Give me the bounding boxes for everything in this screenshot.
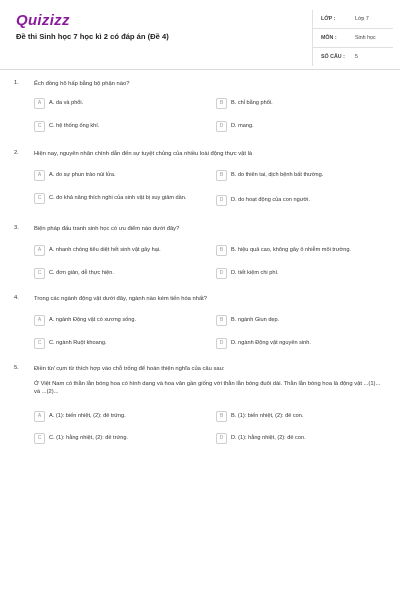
header-divider [0,69,400,70]
option-a[interactable] [34,245,199,256]
option-text: B. (1): biến nhiệt, (2): đẻ con. [231,413,304,419]
question-number: 3. [14,225,19,231]
option-text: C. hệ thống ống khí. [49,123,100,129]
option-letter-badge: D [216,433,227,444]
question-text: Điền từ/ cụm từ thích hợp vào chỗ trống để hoàn thiện nghĩa của câu sau: [34,366,225,372]
option-letter-badge: C [34,433,45,444]
option-letter-badge: C [34,338,45,349]
option-text: A. nhanh chóng tiêu diệt hết sinh vật gây hại. [49,247,161,253]
option-text: D. do hoạt động của con người. [231,197,310,203]
question-number: 5. [14,365,19,371]
meta-label: MÔN : [321,35,337,41]
meta-label: SỐ CÂU : [321,54,345,60]
option-text: B. ngành Giun dẹp. [231,317,280,323]
meta-row-grade [313,10,393,29]
option-a[interactable] [34,411,199,422]
option-text: B. do thiên tai, dịch bệnh bất thường. [231,172,324,178]
meta-value: 5 [355,54,358,60]
option-letter-badge: B [216,98,227,109]
option-a[interactable] [34,315,199,326]
option-c[interactable] [34,433,199,444]
option-d[interactable] [216,338,381,349]
option-c[interactable] [34,338,199,349]
option-letter-badge: A [34,98,45,109]
option-b[interactable] [216,170,381,181]
option-text: A. ngành Động vật có xương sống. [49,317,137,323]
option-letter-badge: A [34,245,45,256]
option-letter-badge: B [216,315,227,326]
option-d[interactable] [216,195,381,206]
option-letter-badge: C [34,193,45,204]
option-letter-badge: D [216,195,227,206]
question-text: Trong các ngành động vật dưới đây, ngành nào kém tiến hóa nhất? [34,296,208,302]
option-a[interactable] [34,98,199,109]
option-c[interactable] [34,268,199,279]
option-text: D. (1): hằng nhiệt, (2): đẻ con. [231,435,306,441]
option-letter-badge: C [34,268,45,279]
question-text: Hiện nay, nguyên nhân chính dẫn đến sự tuyệt chủng của nhiều loài động thực vật là [34,151,253,157]
meta-value: Sinh học [355,35,376,41]
question-number: 4. [14,295,19,301]
option-text: A. da và phổi. [49,100,84,106]
worksheet-header [0,0,400,70]
option-b[interactable] [216,315,381,326]
question-passage: Ở Việt Nam có thằn lằn bóng hoa có hình dạng và hoa văn gần giống với thằn lằn bóng đuôi dài. Thằn lằn bóng hoa là động vật ...(1)... và ...(2)... [34,381,381,395]
option-letter-badge: D [216,338,227,349]
option-d[interactable] [216,433,381,444]
option-text: D. tiết kiệm chi phí. [231,270,279,276]
option-letter-badge: B [216,170,227,181]
option-text: C. ngành Ruột khoang. [49,340,107,346]
option-text: D. ngành Động vật nguyên sinh. [231,340,311,346]
quizizz-logo: Quizizz [16,12,70,29]
meta-row-subject [313,29,393,48]
option-c[interactable] [34,121,199,132]
option-letter-badge: D [216,121,227,132]
option-text: A. do sự phun trào núi lửa. [49,172,116,178]
question-number: 1. [14,80,19,86]
option-b[interactable] [216,411,381,422]
option-text: D. mang. [231,123,254,129]
option-b[interactable] [216,245,396,256]
question-text: Ếch đồng hô hấp bằng bộ phận nào? [34,81,130,87]
option-a[interactable] [34,170,199,181]
option-letter-badge: A [34,170,45,181]
option-b[interactable] [216,98,381,109]
meta-value: Lớp 7 [355,16,369,22]
meta-label: LỚP : [321,16,336,22]
option-text: A. (1): biến nhiệt, (2): đẻ trứng. [49,413,126,419]
meta-table [312,10,393,66]
option-d[interactable] [216,268,381,279]
page-title: Đề thi Sinh học 7 học kì 2 có đáp án (Đề 4) [16,32,169,41]
meta-row-count [313,48,393,66]
question-text: Biện pháp đấu tranh sinh học có ưu điểm nào dưới đây? [34,226,180,232]
question-number: 2. [14,150,19,156]
option-text: C. (1): hằng nhiệt, (2): đẻ trứng. [49,435,128,441]
option-letter-badge: C [34,121,45,132]
option-d[interactable] [216,121,381,132]
option-text: C. đơn giản, dễ thực hiện. [49,270,114,276]
option-c[interactable] [34,193,189,204]
option-text: B. hiệu quả cao, không gây ô nhiễm môi trường. [231,247,351,253]
option-letter-badge: B [216,245,227,256]
option-text: B. chỉ bằng phổi. [231,100,273,106]
option-letter-badge: A [34,411,45,422]
option-letter-badge: A [34,315,45,326]
option-text: C. do khả năng thích nghi của sinh vật bị suy giảm dần. [49,195,187,201]
option-letter-badge: D [216,268,227,279]
option-letter-badge: B [216,411,227,422]
